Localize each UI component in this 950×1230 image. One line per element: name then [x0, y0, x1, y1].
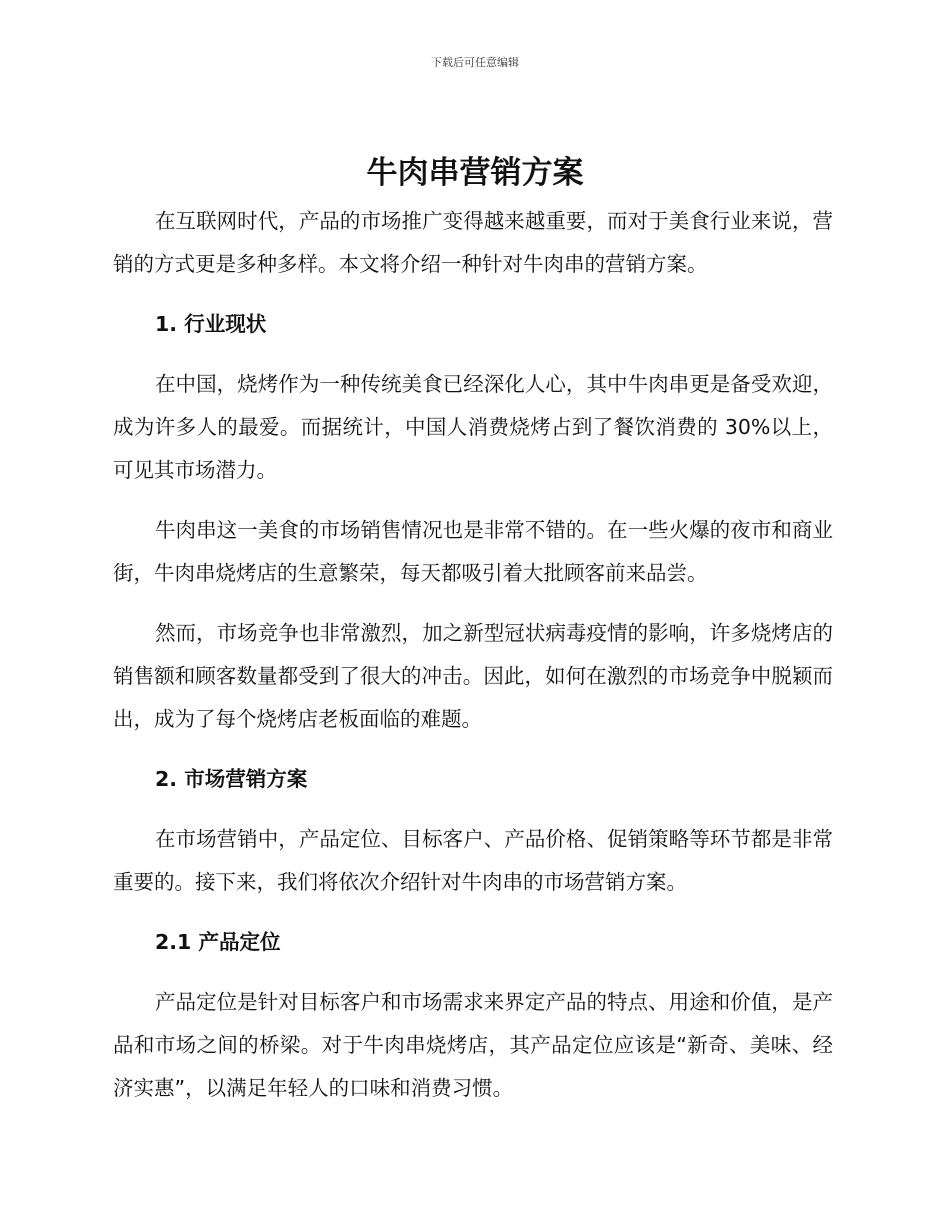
paragraph-industry-3: 然而，市场竞争也非常激烈，加之新型冠状病毒疫情的影响，许多烧烤店的销售额和顾客数量都受到了很大的冲击。因此，如何在激烈的市场竞争中脱颖而出，成为了每个烧烤店老板面临的难题。 [113, 621, 833, 731]
header-note: 下载后可任意编辑 [431, 56, 519, 69]
document-title: 牛肉串营销方案 [366, 155, 584, 191]
paragraph-industry-1: 在中国，烧烤作为一种传统美食已经深化人心，其中牛肉串更是备受欢迎，成为许多人的最爱。而据统计，中国人消费烧烤占到了餐饮消费的 30%以上，可见其市场潜力。 [113, 372, 833, 482]
section-heading-marketing: 2. 市场营销方案 [155, 767, 308, 791]
paragraph-industry-2: 牛肉串这一美食的市场销售情况也是非常不错的。在一些火爆的夜市和商业街，牛肉串烧烤店的生意繁荣，每天都吸引着大批顾客前来品尝。 [113, 518, 833, 585]
section-heading-industry: 1. 行业现状 [155, 312, 267, 336]
document-body [113, 200, 833, 1127]
paragraph-positioning: 产品定位是针对目标客户和市场需求来界定产品的特点、用途和价值，是产品和市场之间的桥梁。对于牛肉串烧烤店，其产品定位应该是“新奇、美味、经济实惠”，以满足年轻人的口味和消费习惯。 [113, 990, 833, 1100]
intro-paragraph: 在互联网时代，产品的市场推广变得越来越重要，而对于美食行业来说，营销的方式更是多种多样。本文将介绍一种针对牛肉串的营销方案。 [113, 209, 833, 276]
section-heading-positioning: 2.1 产品定位 [155, 930, 281, 954]
paragraph-marketing: 在市场营销中，产品定位、目标客户、产品价格、促销策略等环节都是非常重要的。接下来，我们将依次介绍针对牛肉串的市场营销方案。 [113, 827, 833, 894]
